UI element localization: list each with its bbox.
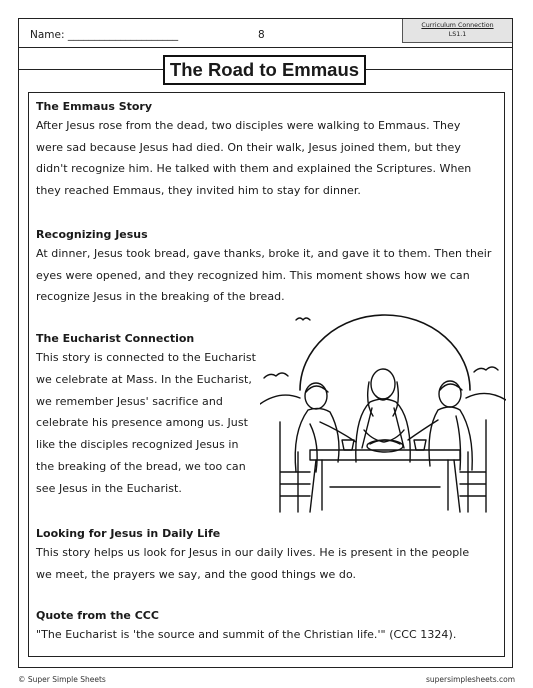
section-line: we celebrate at Mass. In the Eucharist, xyxy=(36,372,252,386)
section-line: At dinner, Jesus took bread, gave thanks, broke it, and gave it to them. Then their xyxy=(36,247,492,260)
section-heading: Quote from the CCC xyxy=(36,609,159,622)
section-line: we remember Jesus' sacrifice and xyxy=(36,394,223,408)
section-line: see Jesus in the Eucharist. xyxy=(36,481,182,495)
right-disciple xyxy=(408,381,472,470)
table xyxy=(310,450,460,512)
footer-copyright: © Super Simple Sheets xyxy=(18,675,106,684)
section-emmaus-story xyxy=(36,99,501,202)
section-heading: The Eucharist Connection xyxy=(36,332,195,345)
section-line: the breaking of the bread, we too can xyxy=(36,459,246,473)
section-eucharist-connection xyxy=(36,331,276,500)
section-line: This story is connected to the Eucharist xyxy=(36,351,257,364)
section-line: eyes were opened, and they recognized him. This moment shows how we can xyxy=(36,268,470,282)
curriculum-code: LS1.1 xyxy=(448,30,467,38)
left-disciple xyxy=(295,383,356,472)
emmaus-supper-illustration xyxy=(260,312,506,520)
section-heading: Recognizing Jesus xyxy=(36,228,148,241)
section-line: they reached Emmaus, they invited him to stay for dinner. xyxy=(36,184,361,198)
section-line: celebrate his presence among us. Just xyxy=(36,416,248,430)
section-ccc-quote xyxy=(36,608,501,646)
section-recognizing-jesus xyxy=(36,227,501,308)
curriculum-connection-title: Curriculum Connection xyxy=(421,22,494,29)
section-line: This story helps us look for Jesus in our daily lives. He is present in the people xyxy=(36,546,470,559)
section-line: we meet, the prayers we say, and the good things we do. xyxy=(36,567,357,581)
section-heading: The Emmaus Story xyxy=(36,100,153,113)
section-line: "The Eucharist is 'the source and summit of the Christian life.'" (CCC 1324). xyxy=(36,628,457,641)
page-title: The Road to Emmaus xyxy=(163,55,366,85)
section-line: After Jesus rose from the dead, two disciples were walking to Emmaus. They xyxy=(36,119,461,132)
section-line: were sad because Jesus had died. On their walk, Jesus joined them, but they xyxy=(36,140,461,154)
section-line: like the disciples recognized Jesus in xyxy=(36,438,239,452)
sun-arc xyxy=(300,315,470,390)
section-daily-life xyxy=(36,526,501,585)
section-line: didn't recognize him. He talked with them and explained the Scriptures. When xyxy=(36,162,472,176)
bird-icon xyxy=(296,318,310,320)
curriculum-connection-box xyxy=(402,19,512,43)
section-line: recognize Jesus in the breaking of the bread. xyxy=(36,290,285,304)
footer-website: supersimplesheets.com xyxy=(425,675,515,684)
section-heading: Looking for Jesus in Daily Life xyxy=(36,527,221,540)
page-number: 8 xyxy=(258,29,265,41)
header-divider xyxy=(18,47,513,48)
name-field-label: Name: _____________________ xyxy=(30,29,179,41)
